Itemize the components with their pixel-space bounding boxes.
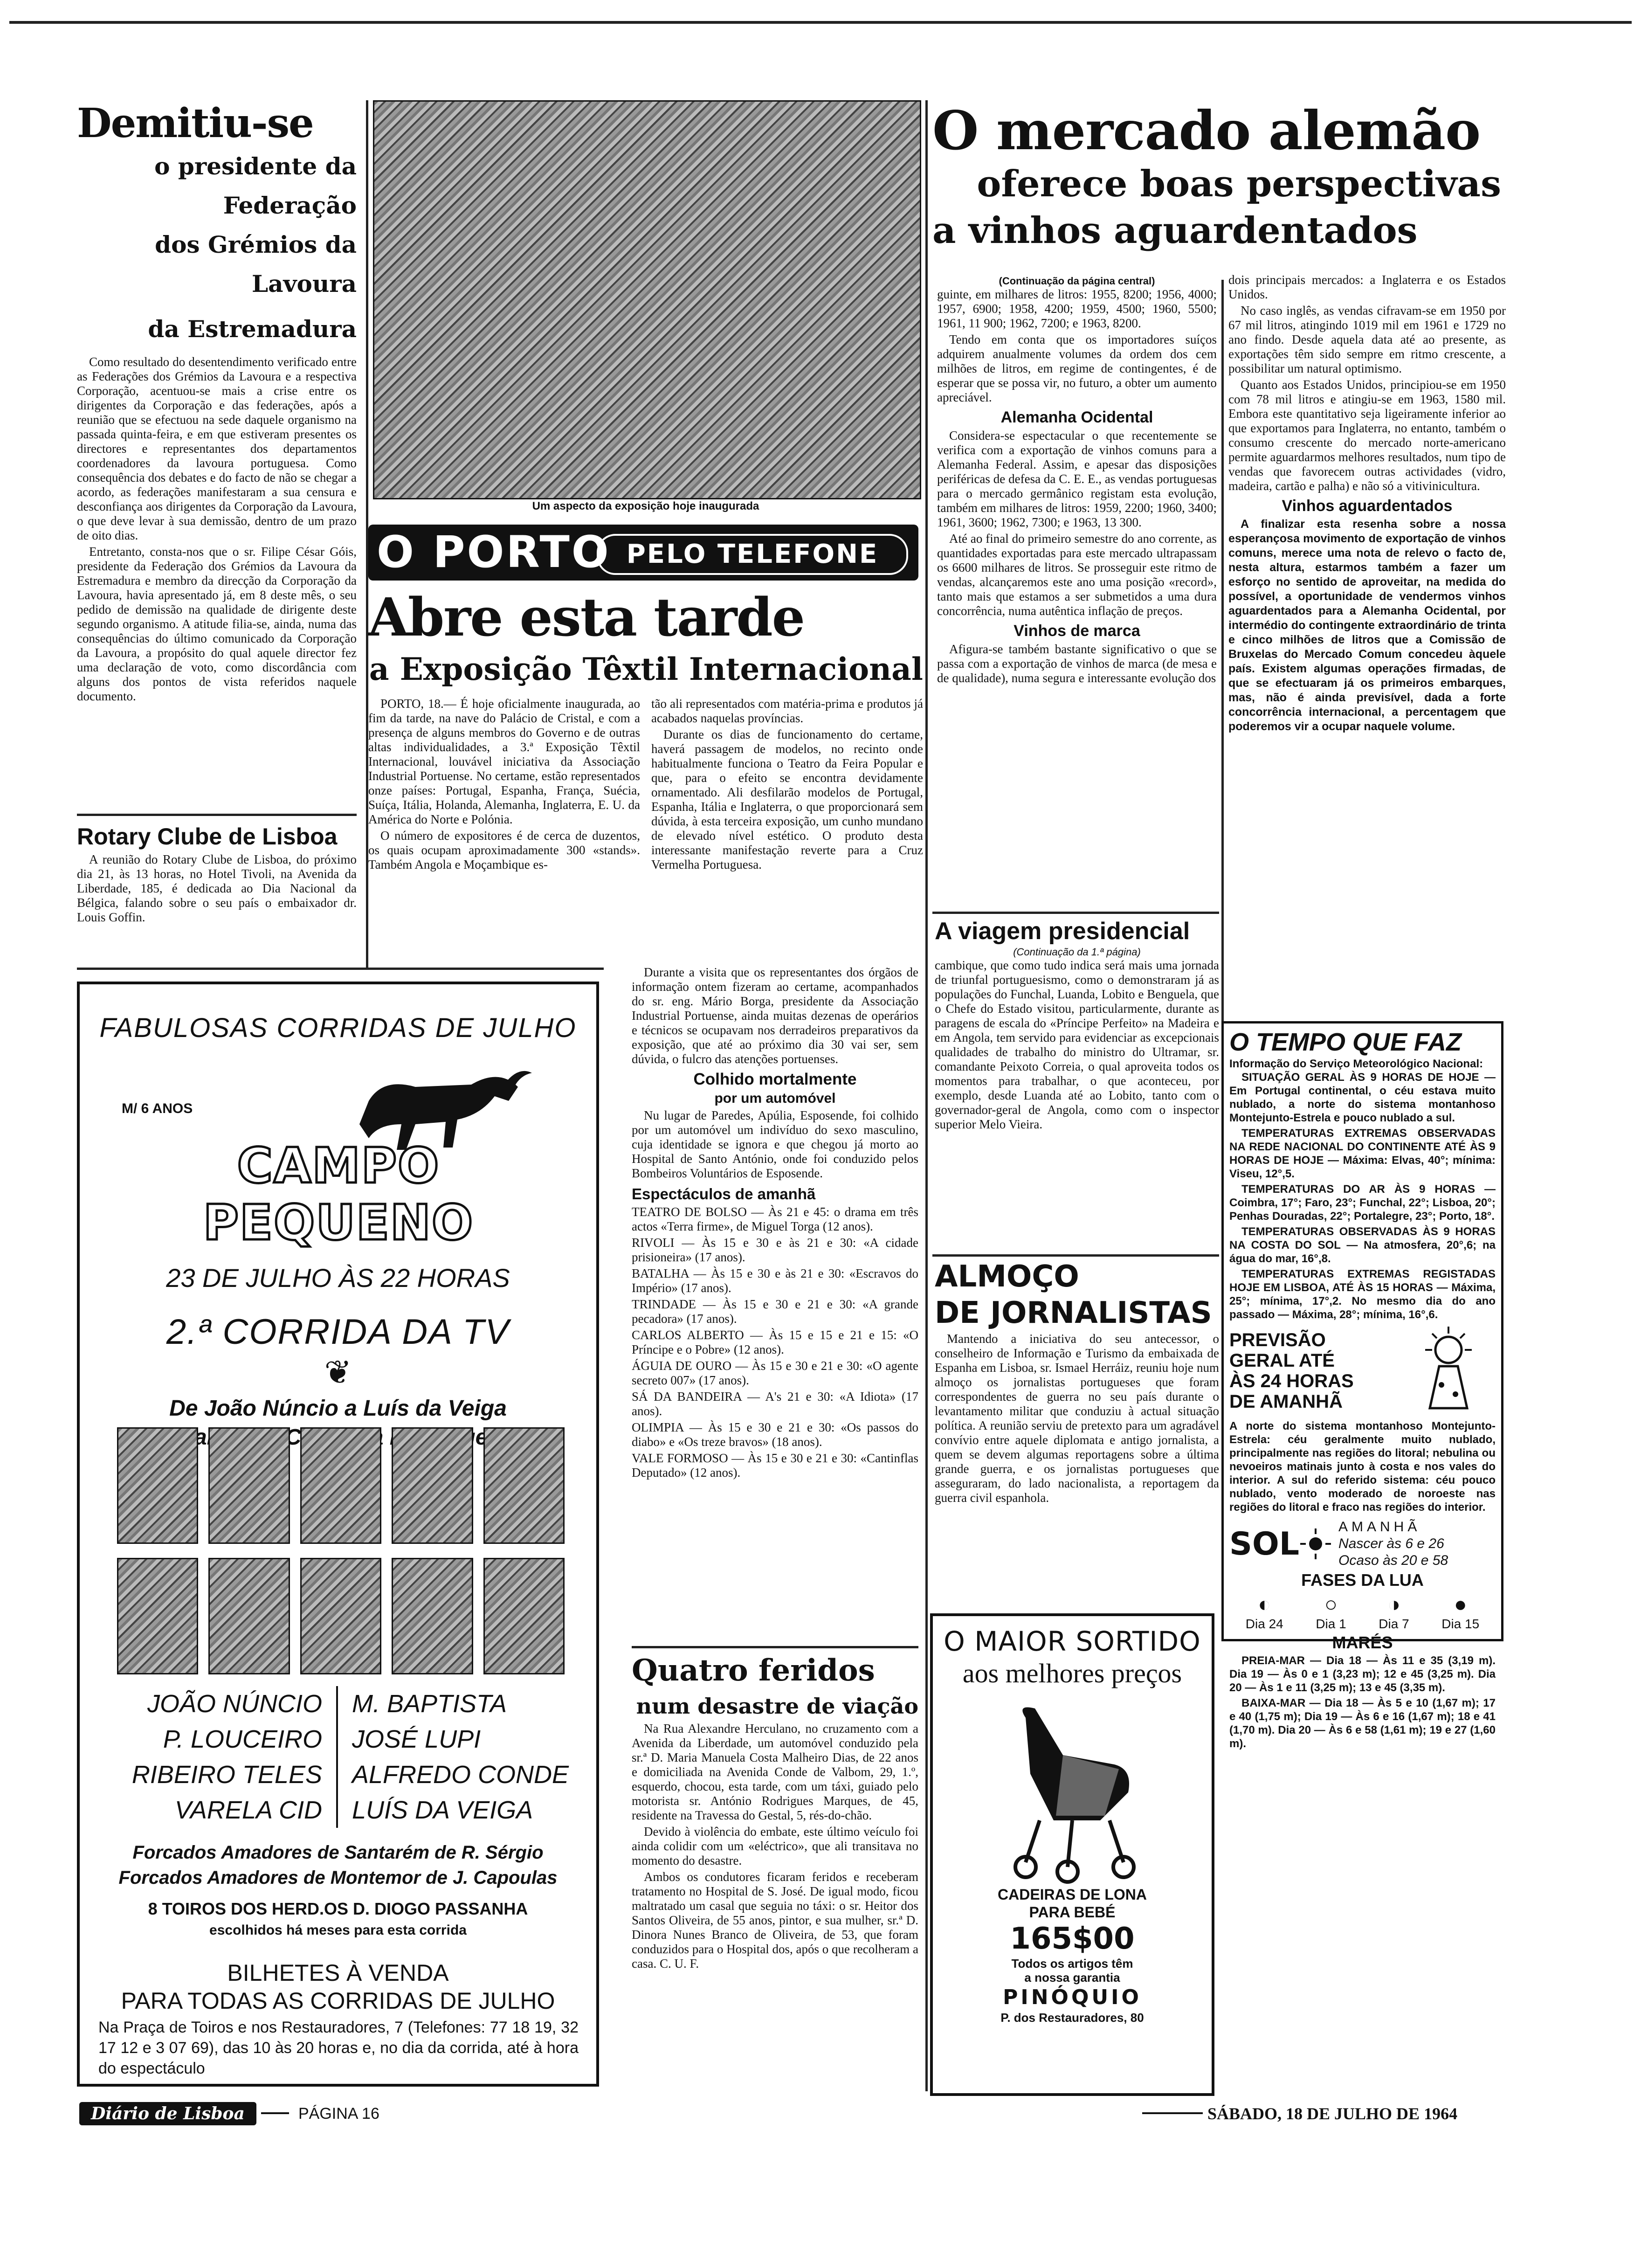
page-date: SÁBADO, 18 DE JULHO DE 1964 <box>1207 2104 1458 2123</box>
paragraph: Tendo em conta que os importadores suíços adquirem anualmente volumes da ordem dos cem milhões de litros, em regime de contingentes, é de esperar que se possa vir, no futuro, a obter um aumento apreciável. <box>937 332 1217 404</box>
article-rotary <box>77 821 357 956</box>
weather-items <box>1229 1071 1496 1321</box>
exhibition-photo <box>373 100 921 499</box>
list-item: RIVOLI — Às 15 e 30 e às 21 e 30: «A cidade prisioneira» (17 anos). <box>632 1236 918 1264</box>
sun-times <box>1338 1519 1448 1569</box>
paragraph: PORTO, 18.— É hoje oficialmente inaugurada, ao fim da tarde, na nave do Palácio de Cristal, e com a presença de alguns membros do Governo e de outras altas individualidades, a 3.ª Exposição Têxtil Internacional, louvável iniciativa da Associação Industrial Portuense. No certame, estão representados onze países: Portugal, Espanha, França, Suécia, Suíça, Itália, Holanda, Alemanha, Inglaterra, E. U. da América do Norte e Polónia. <box>368 697 640 826</box>
sun-figure-icon <box>1407 1324 1490 1418</box>
moon-day: Dia 1 <box>1316 1617 1346 1631</box>
weather-source: Informação do Serviço Meteorológico Nacional: <box>1229 1058 1483 1070</box>
top-rule <box>9 21 1632 24</box>
portrait-photo <box>300 1427 381 1544</box>
moon-full-icon: ○ <box>1324 1592 1338 1616</box>
portrait-photo <box>483 1558 565 1674</box>
paragraph: cambique, que como tudo indica será mais uma jornada de triunfal portuguesismo, como o demonstraram já as populações do Funchal, Luanda, Lobito e Benguela, que o Chefe do Estado visitou, particularmente, durante as paragens de escala do «Príncipe Perfeito» na Madeira e em Angola, tem servido para evidenciar as excepcionais qualidades de trabalho do ministro do Ultramar, sr. comandante Peixoto Correia, o qual aproveita todos os momentos para trabalhar, o que aconteceu, por exemplo, desde Luanda até ao Lobito, tanto com o governador-geral de Angola, como com o inspector superior Melo Vieira. <box>935 958 1219 1131</box>
subhead: num desastre de viação <box>636 1694 918 1719</box>
note2: a nossa garantia <box>1024 1971 1120 1984</box>
ad-line1: De João Núncio a Luís da Veiga <box>169 1396 507 1421</box>
paragraph: Devido à violência do embate, este último veículo foi ainda colidir com um «eléctrico», que ali transitava no momento do desastre. <box>632 1825 918 1867</box>
paragraph: Durante os dias de funcionamento do certame, haverá passagem de modelos, no recinto onde habitualmente funciona o Teatro da Feira Popular e que, para o efeito se encontra devidamente ornamentado. Ali desfilarão modelos de Portugal, Espanha, Itália e Inglaterra, o que proporcionará sem dúvida, à esta terceira exposição, um cunho mundano de elevado nível estético. O produto desta interessante manifestação reverte para a Cruz Vermelha Portuguesa. <box>651 727 923 871</box>
name: RIBEIRO TELES <box>131 1761 322 1789</box>
ad-event: 2.ª CORRIDA DA TV <box>166 1312 510 1352</box>
headline-1: ALMOÇO <box>935 1259 1079 1294</box>
divider <box>932 912 1219 914</box>
footer-rule <box>1142 2112 1203 2114</box>
paragraph: O número de expositores é de cerca de duzentos, os quais ocupam aproximadamente 300 «stands». Também Angola e Moçambique es- <box>368 829 640 871</box>
sun-label: SOL <box>1229 1525 1300 1563</box>
names-left <box>80 1686 338 1828</box>
body <box>937 429 1217 618</box>
photo-caption: Um aspecto da exposição hoje inaugurada <box>532 500 759 512</box>
weather-item: TEMPERATURAS DO AR ÀS 9 HORAS — Coimbra, 17°; Faro, 23°; Funchal, 22°; Lisboa, 20°; Penhas Douradas, 22°; Portalegre, 23°; Porto, 18°. <box>1229 1183 1496 1223</box>
forcados-line: Forcados Amadores de Santarém de R. Sérgio <box>132 1842 544 1863</box>
headline-2: DE JORNALISTAS <box>935 1296 1212 1330</box>
list-item: CARLOS ALBERTO — Às 15 e 15 e 21 e 15: «O Príncipe e o Pobre» (12 anos). <box>632 1328 918 1356</box>
tickets-line: PARA TODAS AS CORRIDAS DE JULHO <box>121 1988 555 2014</box>
subhead-alemanha: Alemanha Ocidental <box>1000 408 1153 426</box>
colhido-subhead: por um automóvel <box>714 1091 836 1106</box>
ad-campo-pequeno <box>77 982 599 2087</box>
paragraph: dois principais mercados: a Inglaterra e os Estados Unidos. <box>1228 273 1506 301</box>
weather-headline: O TEMPO QUE FAZ <box>1229 1028 1462 1056</box>
moon-first-quarter-icon: ◐ <box>1258 1592 1271 1616</box>
headline-1: O mercado alemão <box>932 99 1481 162</box>
continuation-note: (Continuação da 1.ª página) <box>1013 946 1141 958</box>
weather-box <box>1221 1021 1503 2103</box>
subhead-marca: Vinhos de marca <box>1014 622 1140 640</box>
weather-item: SITUAÇÃO GERAL ÀS 9 HORAS DE HOJE — Em Portugal continental, o céu estava muito nublado, a norte do sistema montanhoso Montejunto-Estrela e pouco nublado a sul. <box>1229 1071 1496 1124</box>
body <box>77 852 357 925</box>
espectaculos-list <box>632 1205 918 1480</box>
headline: Quatro feridos <box>632 1653 875 1688</box>
weather-item: TEMPERATURAS OBSERVADAS ÀS 9 HORAS NA COSTA DO SOL — Na atmosfera, 20°,6; na água do mar, 16°,8. <box>1229 1225 1496 1265</box>
ornament-icon: ❦ <box>324 1355 352 1391</box>
colhido-headline: Colhido mortalmente <box>693 1070 857 1088</box>
venue-name: CAMPO PEQUENO <box>203 1137 474 1251</box>
divider <box>77 814 357 816</box>
columns <box>368 697 923 874</box>
masthead-logo <box>79 2102 256 2125</box>
moon-phases <box>1229 1591 1496 1632</box>
forcados <box>80 1840 596 1890</box>
portrait-photo <box>117 1427 198 1544</box>
mercado-column-2 <box>1228 273 1506 1037</box>
previsao-title <box>1229 1330 1407 1412</box>
paragraph: Como resultado do desentendimento verificado entre as Federações dos Grémios da Lavoura e a respectiva Corporação, acentuou-se mais a crise entre os dirigentes da Corporação e das federações, após a reunião que se efectuou na sede daquele organismo na passada quinta-feira, e em que estiveram presentes os directores e representantes dos departamentos coordenadores da lavoura portuguesa. Como consequência dos debates e do facto de não se chegar a acordo, as federações manifestaram a sua censura e desconfiança aos dirigentes da Corporação da Lavoura, o que deve levar à sua demissão, dentro de um prazo de oito dias. <box>77 355 357 542</box>
moon-phase <box>1246 1591 1283 1632</box>
previsao-line: PREVISÃO <box>1229 1330 1326 1350</box>
price: 165$00 <box>1010 1922 1135 1956</box>
divider <box>632 1646 918 1648</box>
item-line1: CADEIRAS DE LONA <box>997 1886 1147 1903</box>
paragraph: Considera-se espectacular o que recentemente se verifica com a exportação de vinhos comuns para a Alemanha Federal. Assim, e apesar das disposições periféricas de defesa da C. E. E., as vendas portuguesas para o mercado germânico registam esta evolução, também em milhares de litros: 1959, 2200; 1960, 3400; 1961, 3600; 1962, 7300; e 1963, 13 300. <box>937 429 1217 529</box>
previsao-line: DE AMANHÃ <box>1229 1391 1343 1412</box>
divider <box>932 1254 1219 1257</box>
sunset: Ocaso às 20 e 58 <box>1338 1553 1448 1568</box>
moon-day: Dia 24 <box>1245 1617 1283 1631</box>
ad-address: P. dos Restauradores, 80 <box>1000 2011 1144 2025</box>
expo-continued <box>632 965 918 1066</box>
weather-report <box>1221 1021 1503 1750</box>
paragraph: No caso inglês, as vendas cifravam-se em 1950 por 67 mil litros, atingindo 1019 mil em 1961 e 1729 no ano findo. Desde aquela data até ao presente, as exportações têm sido sempre em ritmo crescente, a possibilitar um natural optimismo. <box>1228 304 1506 375</box>
body-bold <box>1228 517 1506 734</box>
espectaculos-headline: Espectáculos de amanhã <box>632 1185 816 1203</box>
list-item: TEATRO DE BOLSO — Às 21 e 45: o drama em três actos «Terra firme», de Miguel Torga (12 anos). <box>632 1205 918 1233</box>
list-item: BATALHA — Às 15 e 30 e às 21 e 30: «Escravos do Império» (17 anos). <box>632 1266 918 1295</box>
moon-day: Dia 7 <box>1379 1617 1409 1631</box>
toiros-line: 8 TOIROS DOS HERD.OS D. DIOGO PASSANHA <box>148 1899 528 1918</box>
headline: A viagem presidencial <box>935 918 1190 945</box>
subhead-2: dos Grémios da Lavoura <box>155 231 357 297</box>
tides-title: MARÉS <box>1332 1633 1393 1652</box>
masthead-name: Diário de Lisboa <box>91 2104 245 2123</box>
forcados-line: Forcados Amadores de Montemor de J. Capoulas <box>118 1867 558 1888</box>
paragraph: Até ao final do primeiro semestre do ano corrente, as quantidades exportadas para este mercado ultrapassam os 6600 milhares de litros. Se prosseguir este ritmo de vendas, alcançaremos este ano uma posição «record», tanto mais que estamos a ser submetidos a uma dura concorrência, numa autêntica inflação de preços. <box>937 532 1217 618</box>
column-rule <box>925 100 928 2091</box>
ad-pinoquio <box>930 1613 1214 2096</box>
moon-last-quarter-icon: ◑ <box>1387 1592 1400 1616</box>
ad-date: 23 DE JULHO ÀS 22 HORAS <box>166 1263 510 1293</box>
subhead: a Exposição Têxtil Internacional <box>369 651 923 687</box>
name: LUÍS DA VEIGA <box>352 1796 533 1824</box>
subhead-3: da Estremadura <box>148 315 357 343</box>
list-item: SÁ DA BANDEIRA — A's 21 e 30: «A Idiota» (17 anos). <box>632 1390 918 1418</box>
body <box>937 287 1217 405</box>
moon-phases-title: FASES DA LUA <box>1301 1570 1424 1590</box>
age-rating: M/ 6 ANOS <box>122 1101 193 1116</box>
article-demitiu <box>77 100 357 811</box>
body <box>937 642 1217 685</box>
article-mercado-headline <box>932 100 1506 277</box>
paragraph: Afigura-se também bastante significativo o que se passa com a exportação de vinhos de marca (de mesa e de qualidade), numa segura e interessante evolução dos <box>937 642 1217 685</box>
ad-line1: O MAIOR SORTIDO <box>944 1625 1201 1657</box>
banner-right: PELO TELEFONE <box>597 534 908 575</box>
portrait-photo <box>300 1558 381 1674</box>
portrait-photo <box>208 1427 290 1544</box>
name: VARELA CID <box>174 1796 322 1824</box>
paragraph: tão ali representados com matéria-prima e produtos já acabados naquelas províncias. <box>651 697 923 725</box>
portrait-photo <box>117 1558 198 1674</box>
moon-phase <box>1379 1591 1409 1632</box>
center-column <box>632 965 918 1665</box>
body <box>632 1722 918 1971</box>
subhead-aguardentados: Vinhos aguardentados <box>1282 497 1453 515</box>
portrait-grid <box>117 1427 565 1674</box>
continuation-note: (Continuação da página central) <box>999 275 1155 287</box>
subhead-1: o presidente da Federação <box>154 152 357 219</box>
headline: Rotary Clube de Lisboa <box>77 823 338 850</box>
moon-day: Dia 15 <box>1441 1617 1480 1631</box>
escolhidos-line: escolhidos há meses para esta corrida <box>209 1922 467 1938</box>
body <box>77 355 357 704</box>
column-1 <box>368 697 640 874</box>
footer-rule <box>261 2112 289 2114</box>
column-2 <box>651 697 923 874</box>
name: P. LOUCEIRO <box>163 1725 322 1753</box>
paragraph: Entretanto, consta-nos que o sr. Filipe César Góis, presidente da Federação dos Grémios da Lavoura da Estremadura e membro da direcção da Corporação da Lavoura, havia apresentado já, em 8 deste mês, o seu pedido de demissão na qualidade de dirigente deste segundo organismo. A atitude filia-se, ainda, numa das consequências do último comunicado da Corporação da Lavoura, a propósito do qual aquele director fez uma declaração de voto, como discordância com alguns dos pontos de vista referidos naquele documento. <box>77 545 357 703</box>
list-item: TRINDADE — Às 15 e 30 e 21 e 30: «A grande pecadora» (17 anos). <box>632 1297 918 1326</box>
list-item: OLIMPIA — Às 15 e 30 e 21 e 30: «Os passos do diabo» e «Os treze bravos» (18 anos). <box>632 1420 918 1449</box>
tickets <box>80 1959 596 2015</box>
colhido-body <box>632 1108 918 1181</box>
headline: Demitiu-se <box>77 100 313 147</box>
moon-new-icon: ● <box>1454 1592 1467 1616</box>
headline: Abre esta tarde <box>368 587 804 648</box>
previsao-text: A norte do sistema montanhoso Montejunto-Estrela: céu geralmente muito nublado, principalmente nas regiões do litoral; nebulina ou nevoeiros matinais junto à costa e nos vales do interior. A sul do referido sistema: céu pouco nublado, vento moderado de noroeste nas regiões do litoral e fraco nas regiões do interior. <box>1229 1420 1496 1514</box>
portrait-photo <box>483 1427 565 1544</box>
article-almoco <box>935 1259 1219 1571</box>
portrait-photo <box>392 1427 473 1544</box>
weather-item: TEMPERATURAS EXTREMAS REGISTADAS HOJE EM LISBOA, ATÉ ÀS 15 HORAS — Máxima, 25°; mínima, 17°,2. No mesmo dia do ano passado — Máxima, 28°; mínima, 16°,6. <box>1229 1268 1496 1321</box>
name: JOÃO NÚNCIO <box>147 1690 322 1718</box>
sun-block <box>1229 1519 1496 1569</box>
paragraph: Durante a visita que os representantes dos órgãos de informação ontem fizeram ao certame, acompanhados do sr. eng. Mário Borga, presidente da Associação Industrial Portuense, ainda muitas dezenas de operários e técnicos se ocupavam nos derradeiros preparativos da exposição, que até ao próximo dia 30 vai ser, sem dúvida, o fulcro das atenções portuenses. <box>632 965 918 1066</box>
previsao-block <box>1229 1324 1496 1418</box>
tide-item: PREIA-MAR — Dia 18 — Às 11 e 35 (3,19 m). Dia 19 — Às 0 e 1 (3,23 m); 12 e 45 (3,25 m). Dia 20 — Às 1 e 11 (3,25 m); 13 e 45 (3,35 m). <box>1229 1654 1496 1694</box>
moon-phase <box>1441 1591 1479 1632</box>
names-right <box>338 1686 596 1828</box>
venue-logo <box>108 1137 569 1251</box>
divider <box>77 968 604 970</box>
item-line2: PARA BEBÉ <box>1029 1904 1116 1921</box>
tides-text <box>1229 1654 1496 1750</box>
list-item: ÁGUIA DE OURO — Às 15 e 30 e 21 e 30: «O agente secreto 007» (17 anos). <box>632 1359 918 1387</box>
ad-title: FABULOSAS CORRIDAS DE JULHO <box>99 1013 577 1043</box>
previsao-line: ÀS 24 HORAS <box>1229 1371 1354 1391</box>
weather-item: TEMPERATURAS EXTREMAS OBSERVADAS NA REDE NACIONAL DO CONTINENTE ATÉ ÀS 9 HORAS DE HOJE — Máxima: Elvas, 40°; mínima: Viseu, 12°,5. <box>1229 1127 1496 1180</box>
baby-chair-icon <box>998 1699 1147 1886</box>
name: JOSÉ LUPI <box>352 1725 481 1753</box>
paragraph: A reunião do Rotary Clube de Lisboa, do próximo dia 21, às 13 horas, no Hotel Tivoli, na Avenida da Liberdade, 185, é dedicada ao Dia Nacional da Bélgica, falando sobre o seu país o embaixador dr. Louis Goffin. <box>77 852 357 924</box>
paragraph: A finalizar esta resenha sobre a nossa esperançosa movimento de exportação de vinhos comuns, merece uma nota de relevo o facto de, nesta altura, estarmos também a fazer um esforço no sentido de aproveitar, na medida do possível, a oportunidade de vendermos vinhos aguardentados para a Alemanha Ocidental, por intermédio do contingente extraordinário de trinta e cinco milhões de litros que a Comissão de Bruxelas do Mercado Comum concedeu àquele país. Existem algumas operações firmadas, de que se efectuaram já os primeiros embarques, mas, não é ainda previsível, dada a forte concorrência internacional, a percentagem que poderemos vir a ocupar naquele volume. <box>1228 518 1506 733</box>
body <box>1228 273 1506 493</box>
paragraph: Ambos os condutores ficaram feridos e receberam tratamento no Hospital de S. José. De igual modo, ficou maltratado um casal que seguia no táxi: o sr. Heitor dos Santos Oliveira, de 55 anos, pintor, e sua mulher, sr.ª D. Dinora Nunes Branco de Oliveira, de 53, que foram conduzidos para o Hospital dos, após o que recolheram a casa. C. U. F. <box>632 1870 918 1971</box>
mercado-column-1 <box>937 275 1217 919</box>
amanha: AMANHÃ <box>1338 1519 1421 1535</box>
headline-2: oferece boas perspectivas <box>977 163 1501 205</box>
name: ALFREDO CONDE <box>352 1761 569 1789</box>
portrait-photo <box>392 1558 473 1674</box>
column-rule <box>1221 280 1224 1035</box>
note1: Todos os artigos têm <box>1011 1957 1133 1971</box>
name: M. BAPTISTA <box>352 1690 507 1718</box>
tickets-line: BILHETES À VENDA <box>227 1960 449 1986</box>
ad-address: Na Praça de Toiros e nos Restauradores, 7 (Telefones: 77 18 19, 32 17 12 e 3 07 69), das 10 às 20 horas e, no dia da corrida, até à hora do espectáculo <box>98 2019 579 2077</box>
paragraph: guinte, em milhares de litros: 1955, 8200; 1956, 4000; 1957, 6900; 1958, 4200; 1959, 4500; 1960, 5500; 1961, 11 900; 1962, 7200; e 1963, 8200. <box>937 287 1217 330</box>
paragraph: Na Rua Alexandre Herculano, no cruzamento com a Avenida da Liberdade, um automóvel conduzido pela sr.ª D. Maria Manuela Costa Malheiro Dias, de 22 anos e domiciliada na Avenida Conde de Valbom, 29, 1.º, esquerdo, chocou, esta tarde, com um táxi, guiado pelo motorista sr. António Rodrigues Marques, de 45, residente na Travessa do Gestal, 5, rés-do-chão. <box>632 1722 918 1822</box>
brand: PINÓQUIO <box>1003 1985 1142 2009</box>
body <box>935 958 1219 1132</box>
ad-line2: aos melhores preços <box>962 1658 1182 1688</box>
body <box>935 1332 1219 1505</box>
paragraph: Mantendo a iniciativa do seu antecessor, o conselheiro de Informação e Turismo da embaixada de Espanha em Lisboa, sr. Ismael Herráiz, reuniu hoje num almoço os jornalistas portugueses que foram correspondentes de guerra no seu país durante o levantamento militar que conduziu à actual situação política. A reunião serviu de pretexto para um agradável convívio entre aquele diplomata e antigo jornalista, a quem se devem algumas reportagens sobre a última grande guerra, e os jornalistas portugueses que asseguraram, do lado nacionalista, a reportagem da guerra civil espanhola. <box>935 1332 1219 1505</box>
headline-3: a vinhos aguardentados <box>932 209 1418 252</box>
paragraph: Quanto aos Estados Unidos, principiou-se em 1950 com 78 mil litros e atingiu-se em 1963, 1580 mil. Embora este quantitativo seja ligeiramente inferior ao que exportamos para Inglaterra, no entanto, também o consumo crescente do mercado norte-americano permite aguardarmos melhores resultados, num tipo de vendas que favorecem outras actividades (vidro, madeira, cartão e palha) e não só a vitivinicultura. <box>1228 378 1506 493</box>
banner-left: O PORTO <box>377 527 611 578</box>
toiros <box>80 1898 596 1941</box>
moon-phase <box>1316 1591 1346 1632</box>
list-item: VALE FORMOSO — Às 15 e 30 e 21 e 30: «Cantinflas Deputado» (12 anos). <box>632 1451 918 1480</box>
tide-item: BAIXA-MAR — Dia 18 — Às 5 e 10 (1,67 m); 17 e 40 (1,75 m); Dia 19 — Às 6 e 16 (1,67 m); 18 e 41 (1,70 m). Dia 20 — Às 6 e 58 (1,61 m); 19 e 27 (1,60 m). <box>1229 1697 1496 1750</box>
paragraph: Nu lugar de Paredes, Apúlia, Esposende, foi colhido por um automóvel um indivíduo do sexo masculino, cuja identidade se ignora e que chegou já morto ao Hospital de Santo António, onde foi conduzido pelos Bombeiros Voluntários de Esposende. <box>632 1108 918 1180</box>
portrait-photo <box>208 1558 290 1674</box>
sunrise: Nascer às 6 e 26 <box>1338 1536 1444 1551</box>
article-viagem <box>935 916 1219 1243</box>
article-quatro <box>632 1651 918 2080</box>
names-block <box>80 1686 596 1828</box>
page-number: PÁGINA 16 <box>298 2105 379 2123</box>
banner-porto <box>368 525 918 581</box>
previsao-line: GERAL ATÉ <box>1229 1350 1335 1371</box>
sun-icon <box>1299 1528 1332 1560</box>
